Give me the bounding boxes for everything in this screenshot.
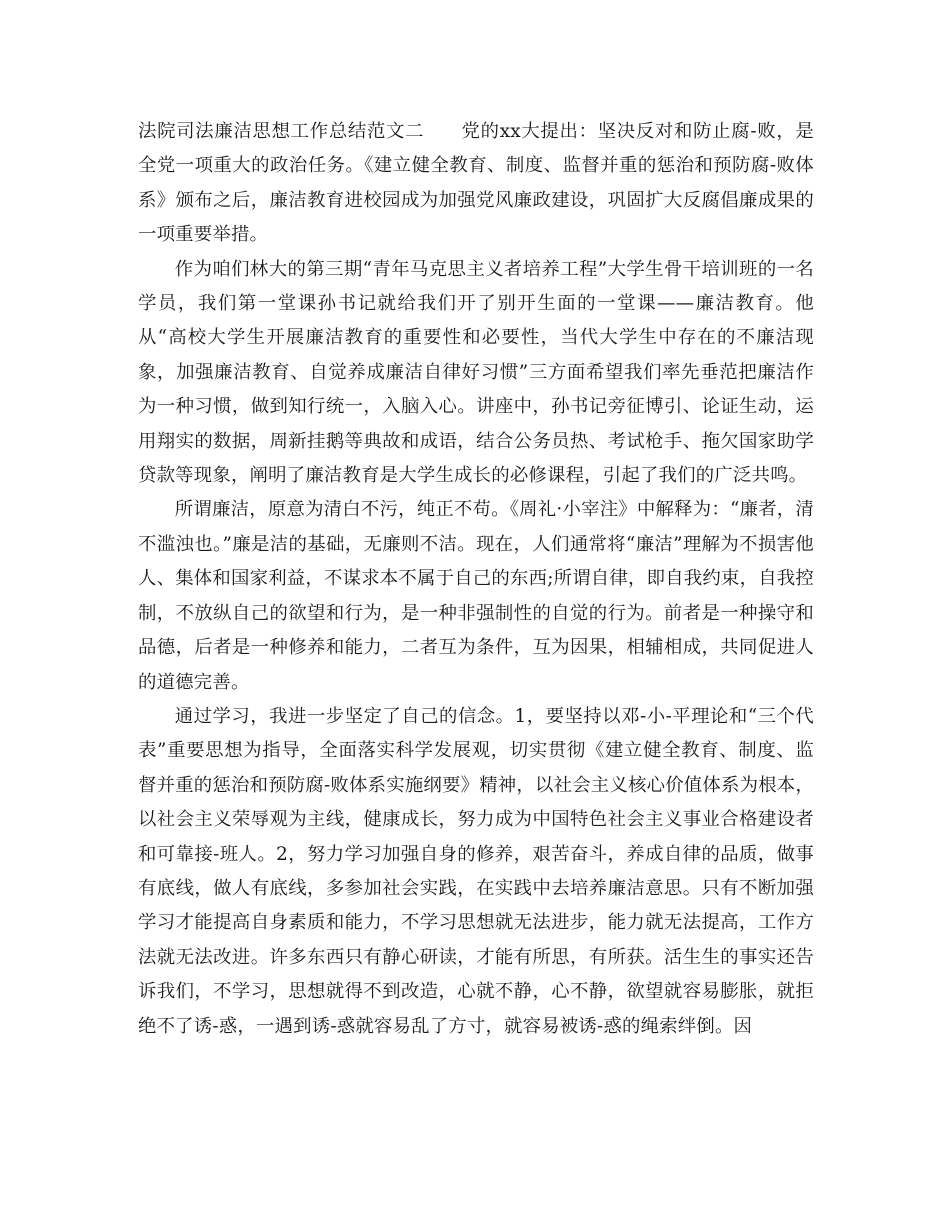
document-page <box>138 115 814 1044</box>
paragraph-3: 所谓廉洁，原意为清白不污，纯正不苟。《周礼·小宰注》中解释为：“廉者，清不滥浊也。”廉是洁的基础，无廉则不洁。现在，人们通常将“廉洁”理解为不损害他人、集体和国家利益，不谋求本不属于自己的东西;所谓自律，即自我约束，自我控制，不放纵自己的欲望和行为，是一种非强制性的自觉的行为。前者是一种操守和品德，后者是一种修养和能力，二者互为条件，互为因果，相辅相成，共同促进人的道德完善。 <box>138 499 814 693</box>
document-title: 法院司法廉洁思想工作总结范文二 <box>138 121 425 142</box>
paragraph-2: 作为咱们林大的第三期“青年马克思主义者培养工程”大学生骨干培训班的一名学员，我们第一堂课孙书记就给我们开了别开生面的一堂课——廉洁教育。他从“高校大学生开展廉洁教育的重要性和必要性，当代大学生中存在的不廉洁现象，加强廉洁教育、自觉养成廉洁自律好习惯”三方面希望我们率先垂范把廉洁作为一种习惯，做到知行统一，入脑入心。讲座中，孙书记旁征博引、论证生动，运用翔实的数据，周新挂鹅等典故和成语，结合公务员热、考试枪手、拖欠国家助学贷款等现象，阐明了廉洁教育是大学生成长的必修课程，引起了我们的广泛共鸣。 <box>138 258 814 487</box>
paragraph-4: 通过学习，我进一步坚定了自己的信念。1，要坚持以邓-小-平理论和“三个代表”重要思想为指导，全面落实科学发展观，切实贯彻《建立健全教育、制度、监督并重的惩治和预防腐-败体系实施纲要》精神，以社会主义核心价值体系为根本，以社会主义荣辱观为主线，健康成长，努力成为中国特色社会主义事业合格建设者和可靠接-班人。2，努力学习加强自身的修养，艰苦奋斗，养成自律的品质，做事有底线，做人有底线，多参加社会实践，在实践中去培养廉洁意思。只有不断加强学习才能提高自身素质和能力，不学习思想就无法进步，能力就无法提高，工作方法就无法改进。许多东西只有静心研读，才能有所思，有所获。活生生的事实还告诉我们，不学习，思想就得不到改造，心就不静，心不静，欲望就容易膨胀，就拒绝不了诱-惑，一遇到诱-惑就容易乱了方寸，就容易被诱-惑的绳索绊倒。因 <box>138 705 814 1037</box>
paragraph-1-text: 党的xx大提出：坚决反对和防止腐-败，是全党一项重大的政治任务。《建立健全教育、制度、监督并重的惩治和预防腐-败体系》颁布之后，廉洁教育进校园成为加强党风廉政建设，巩固扩大反腐倡廉成果的一项重要举措。 <box>138 121 814 246</box>
paragraph-1 <box>138 115 814 253</box>
